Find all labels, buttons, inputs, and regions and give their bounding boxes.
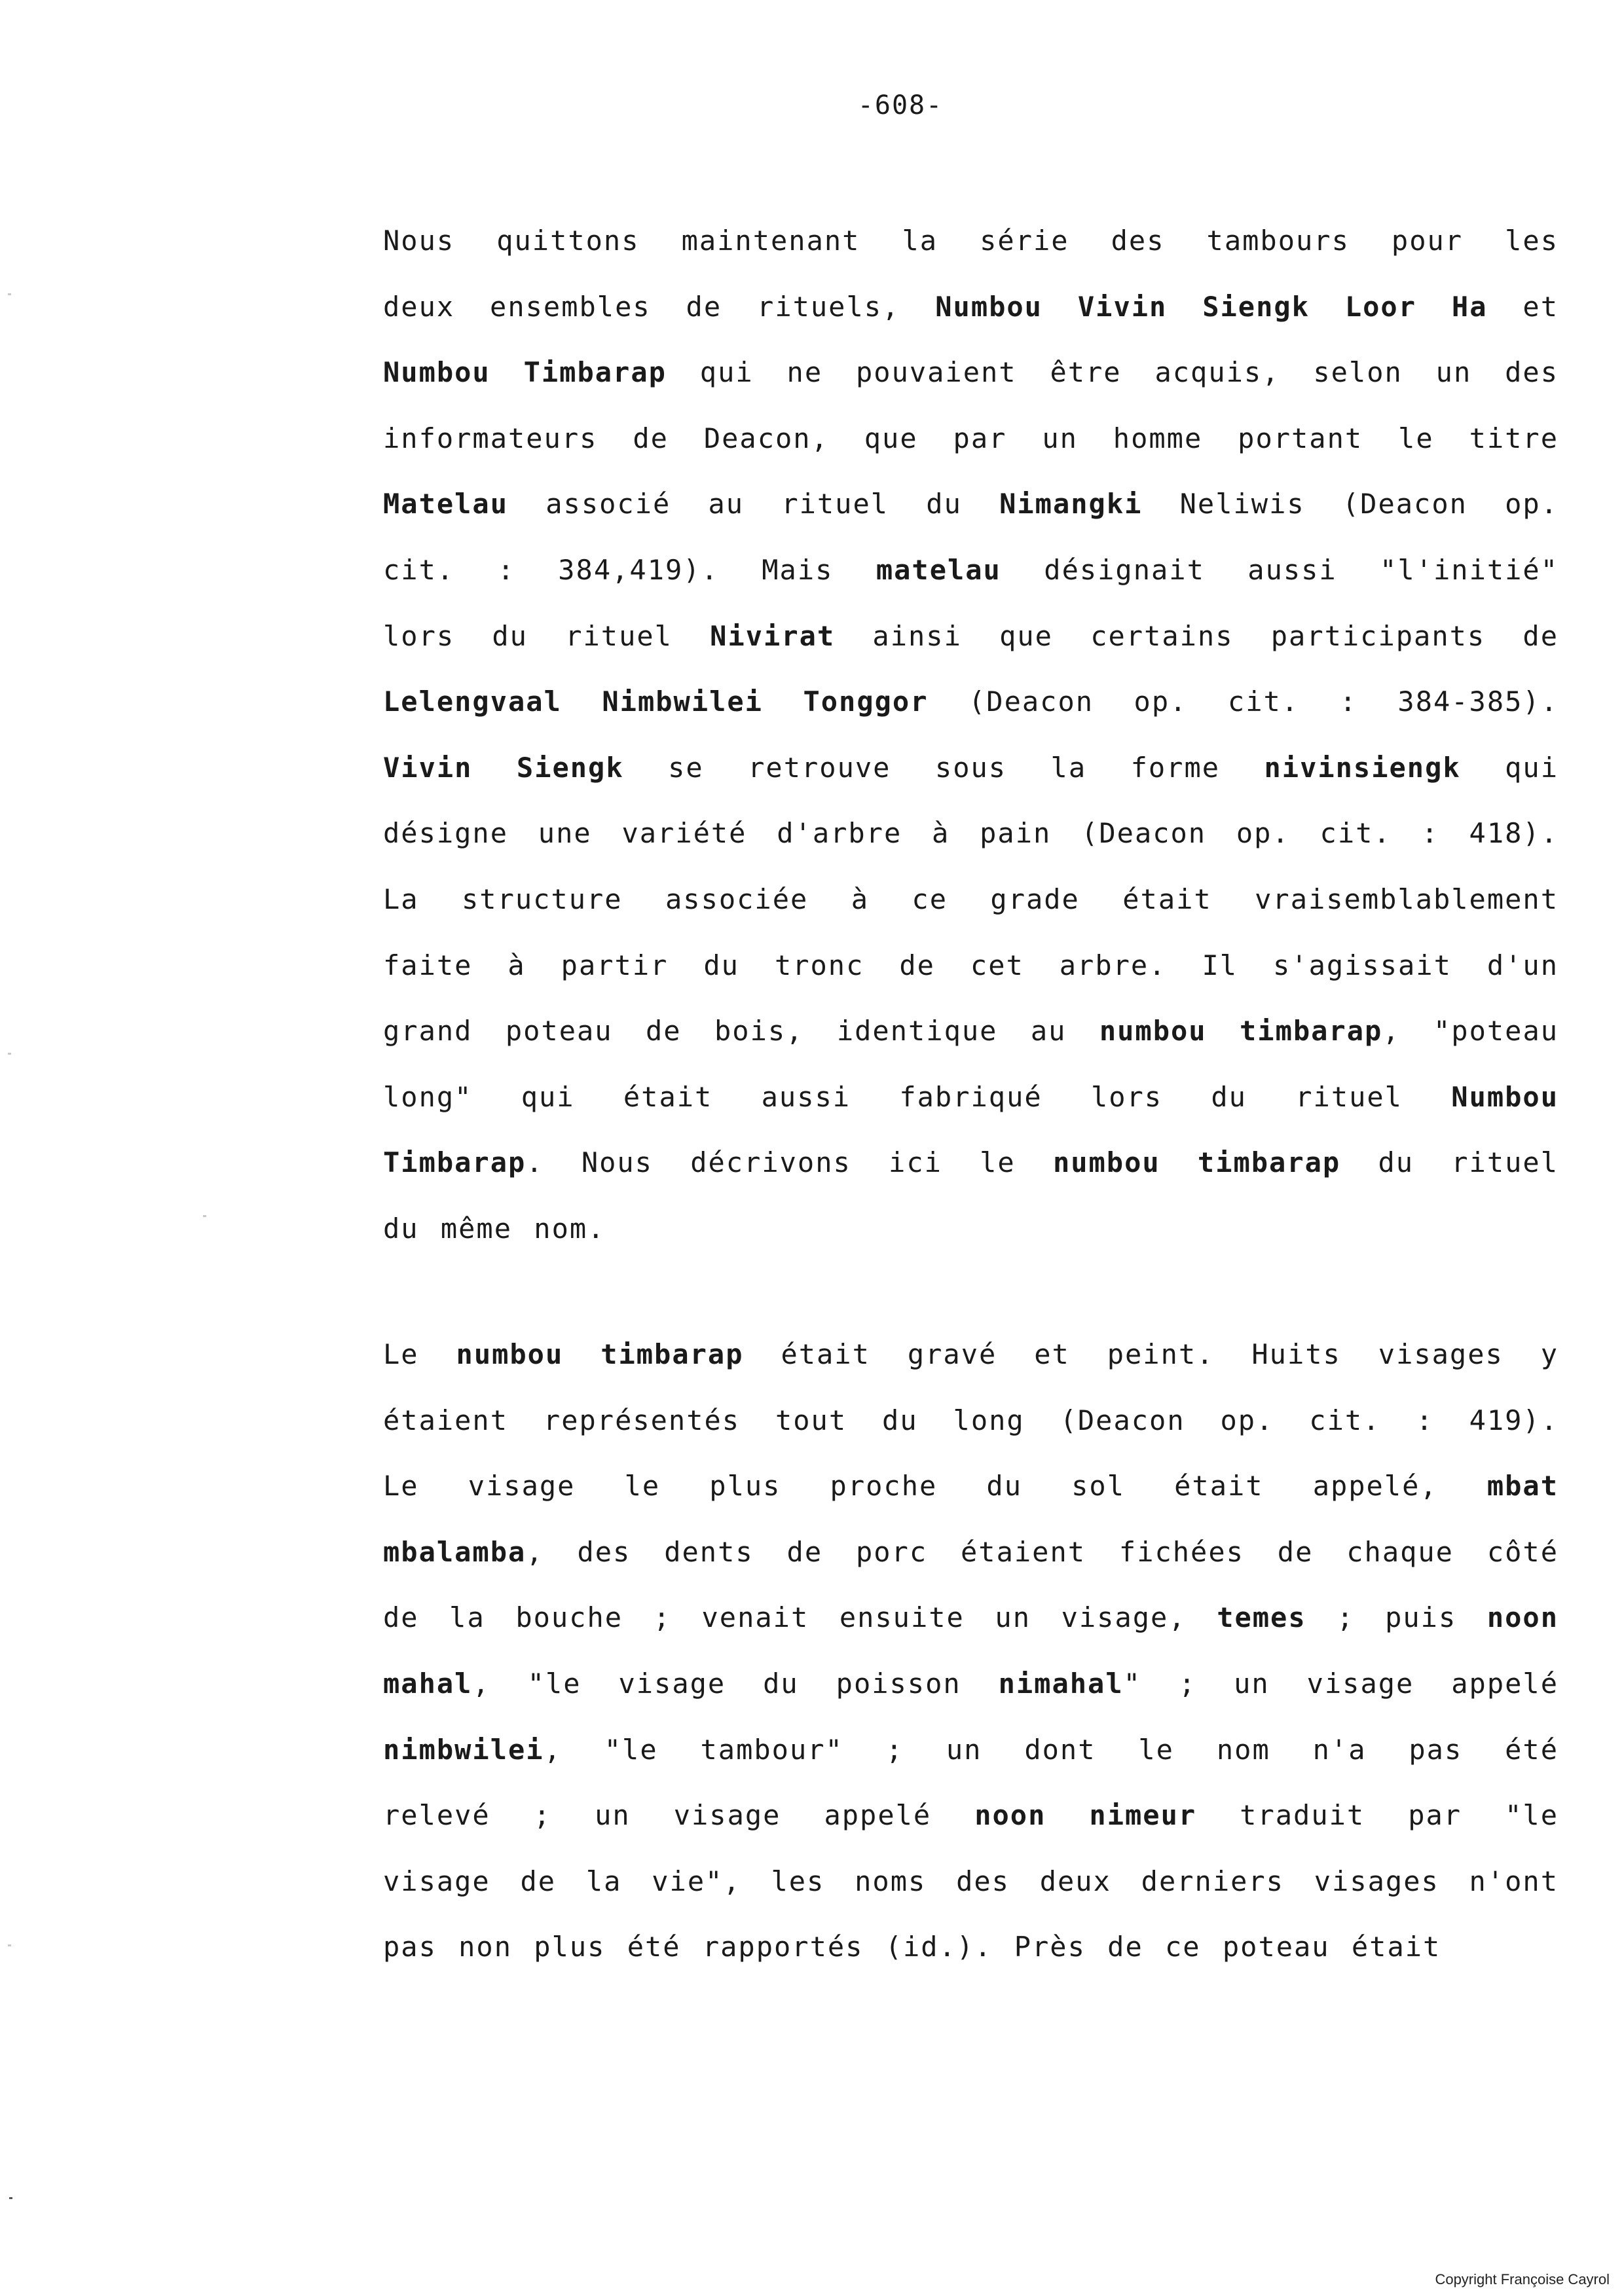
- bold-term: numbou timbarap: [1052, 1146, 1341, 1179]
- text-line: [383, 735, 1559, 801]
- bold-term: nivinsiengk: [1264, 751, 1461, 784]
- text-run: Neliwis (Deacon op.: [1142, 488, 1559, 520]
- copyright-notice: Copyright Françoise Cayrol: [1435, 2271, 1610, 2287]
- scan-speck: [8, 1053, 11, 1055]
- paragraph-1: [383, 208, 1559, 1262]
- bold-term: Nimangki: [999, 488, 1143, 520]
- text-line: [383, 1453, 1559, 1520]
- text-run: visage de la vie", les noms des deux derniers visages n'ont: [383, 1865, 1559, 1897]
- text-run: se retrouve sous la forme: [623, 751, 1264, 784]
- text-run: qui: [1460, 751, 1559, 784]
- text-run: associé au rituel du: [508, 488, 1000, 520]
- text-line: [383, 406, 1559, 472]
- text-run: pas non plus été rapportés (id.). Près de ce poteau était: [383, 1931, 1441, 1963]
- bold-term: Timbarap: [383, 1146, 526, 1179]
- text-line: [383, 1322, 1559, 1388]
- bold-term: Vivin Siengk: [383, 751, 624, 784]
- text-run: . Nous décrivons ici le: [526, 1146, 1053, 1179]
- text-run: ; puis: [1306, 1601, 1487, 1634]
- text-line: [383, 538, 1559, 604]
- text-line: [383, 1717, 1559, 1783]
- text-line: [383, 933, 1559, 999]
- text-run: , "le visage du poisson: [472, 1667, 999, 1700]
- text-line: [383, 1783, 1559, 1849]
- text-line: [383, 1585, 1559, 1651]
- text-line: [383, 669, 1559, 735]
- text-line: [383, 1130, 1559, 1196]
- bold-term: Matelau: [383, 488, 509, 520]
- text-line: [383, 1651, 1559, 1717]
- bold-term: mbalamba: [383, 1535, 526, 1568]
- bold-term: noon nimeur: [974, 1799, 1197, 1832]
- bold-term: Nivirat: [710, 619, 836, 652]
- text-line: [383, 801, 1559, 867]
- text-line: [383, 471, 1559, 538]
- text-run: " ; un visage appelé: [1123, 1667, 1559, 1700]
- text-run: (Deacon op. cit. : 384-385).: [928, 685, 1559, 718]
- text-line: [383, 208, 1559, 274]
- text-line: [383, 1065, 1559, 1131]
- bold-term: numbou timbarap: [456, 1338, 744, 1370]
- text-run: lors du rituel: [383, 619, 710, 652]
- text-run: deux ensembles de rituels,: [383, 290, 936, 323]
- bold-term: noon: [1486, 1601, 1559, 1634]
- bold-term: numbou timbarap: [1099, 1015, 1383, 1048]
- bold-term: temes: [1217, 1601, 1306, 1634]
- text-line: [383, 1196, 1559, 1262]
- text-run: désignait aussi "l'initié": [1001, 553, 1559, 586]
- bold-term: nimbwilei: [383, 1733, 544, 1766]
- text-run: et: [1487, 290, 1559, 323]
- text-run: relevé ; un visage appelé: [383, 1799, 975, 1832]
- text-run: du même nom.: [383, 1212, 606, 1245]
- bold-term: mbat: [1486, 1470, 1559, 1503]
- text-line: [383, 867, 1559, 933]
- text-run: , "le tambour" ; un dont le nom n'a pas été: [544, 1733, 1559, 1766]
- text-run: était gravé et peint. Huits visages y: [743, 1338, 1559, 1370]
- text-line: [383, 1914, 1559, 1980]
- scan-speck: [8, 1944, 11, 1946]
- bold-term: Numbou Timbarap: [383, 356, 667, 389]
- text-run: , des dents de porc étaient fichées de chaque côté: [526, 1535, 1559, 1568]
- scan-speck: [9, 2197, 12, 2199]
- text-line: [383, 604, 1559, 670]
- scan-speck: [8, 293, 11, 295]
- page-number: -608-: [857, 90, 944, 120]
- text-line: [383, 998, 1559, 1065]
- text-run: ainsi que certains participants de: [835, 619, 1559, 652]
- bold-term: matelau: [876, 553, 1001, 586]
- text-run: Le visage le plus proche du sol était appelé,: [383, 1470, 1487, 1503]
- bold-term: Numbou: [1451, 1080, 1559, 1113]
- bold-term: nimahal: [998, 1667, 1124, 1700]
- text-run: Nous quittons maintenant la série des tambours pour les: [383, 225, 1559, 257]
- text-run: long" qui était aussi fabriqué lors du rituel: [383, 1080, 1452, 1113]
- text-run: cit. : 384,419). Mais: [383, 553, 876, 586]
- text-run: informateurs de Deacon, que par un homme portant le titre: [383, 422, 1559, 454]
- text-run: désigne une variété d'arbre à pain (Deacon op. cit. : 418).: [383, 817, 1559, 850]
- text-line: [383, 1520, 1559, 1586]
- text-run: étaient représentés tout du long (Deacon op. cit. : 419).: [383, 1404, 1559, 1436]
- text-line: [383, 1388, 1559, 1454]
- text-line: [383, 274, 1559, 340]
- text-run: de la bouche ; venait ensuite un visage,: [383, 1601, 1217, 1634]
- text-run: qui ne pouvaient être acquis, selon un des: [666, 356, 1559, 389]
- text-run: grand poteau de bois, identique au: [383, 1015, 1099, 1048]
- text-run: La structure associée à ce grade était vraisemblablement: [383, 883, 1559, 915]
- text-run: du rituel: [1340, 1146, 1559, 1179]
- bold-term: Lelengvaal Nimbwilei Tonggor: [383, 685, 929, 718]
- text-run: Le: [383, 1338, 456, 1370]
- bold-term: Numbou Vivin Siengk Loor Ha: [935, 290, 1488, 323]
- text-run: faite à partir du tronc de cet arbre. Il s'agissait d'un: [383, 949, 1559, 981]
- text-run: , "poteau: [1382, 1015, 1559, 1048]
- scan-speck: [203, 1215, 206, 1217]
- text-line: [383, 1849, 1559, 1915]
- bold-term: mahal: [383, 1667, 473, 1700]
- paragraph-2: [383, 1322, 1559, 1980]
- text-line: [383, 340, 1559, 406]
- text-run: traduit par "le: [1196, 1799, 1559, 1832]
